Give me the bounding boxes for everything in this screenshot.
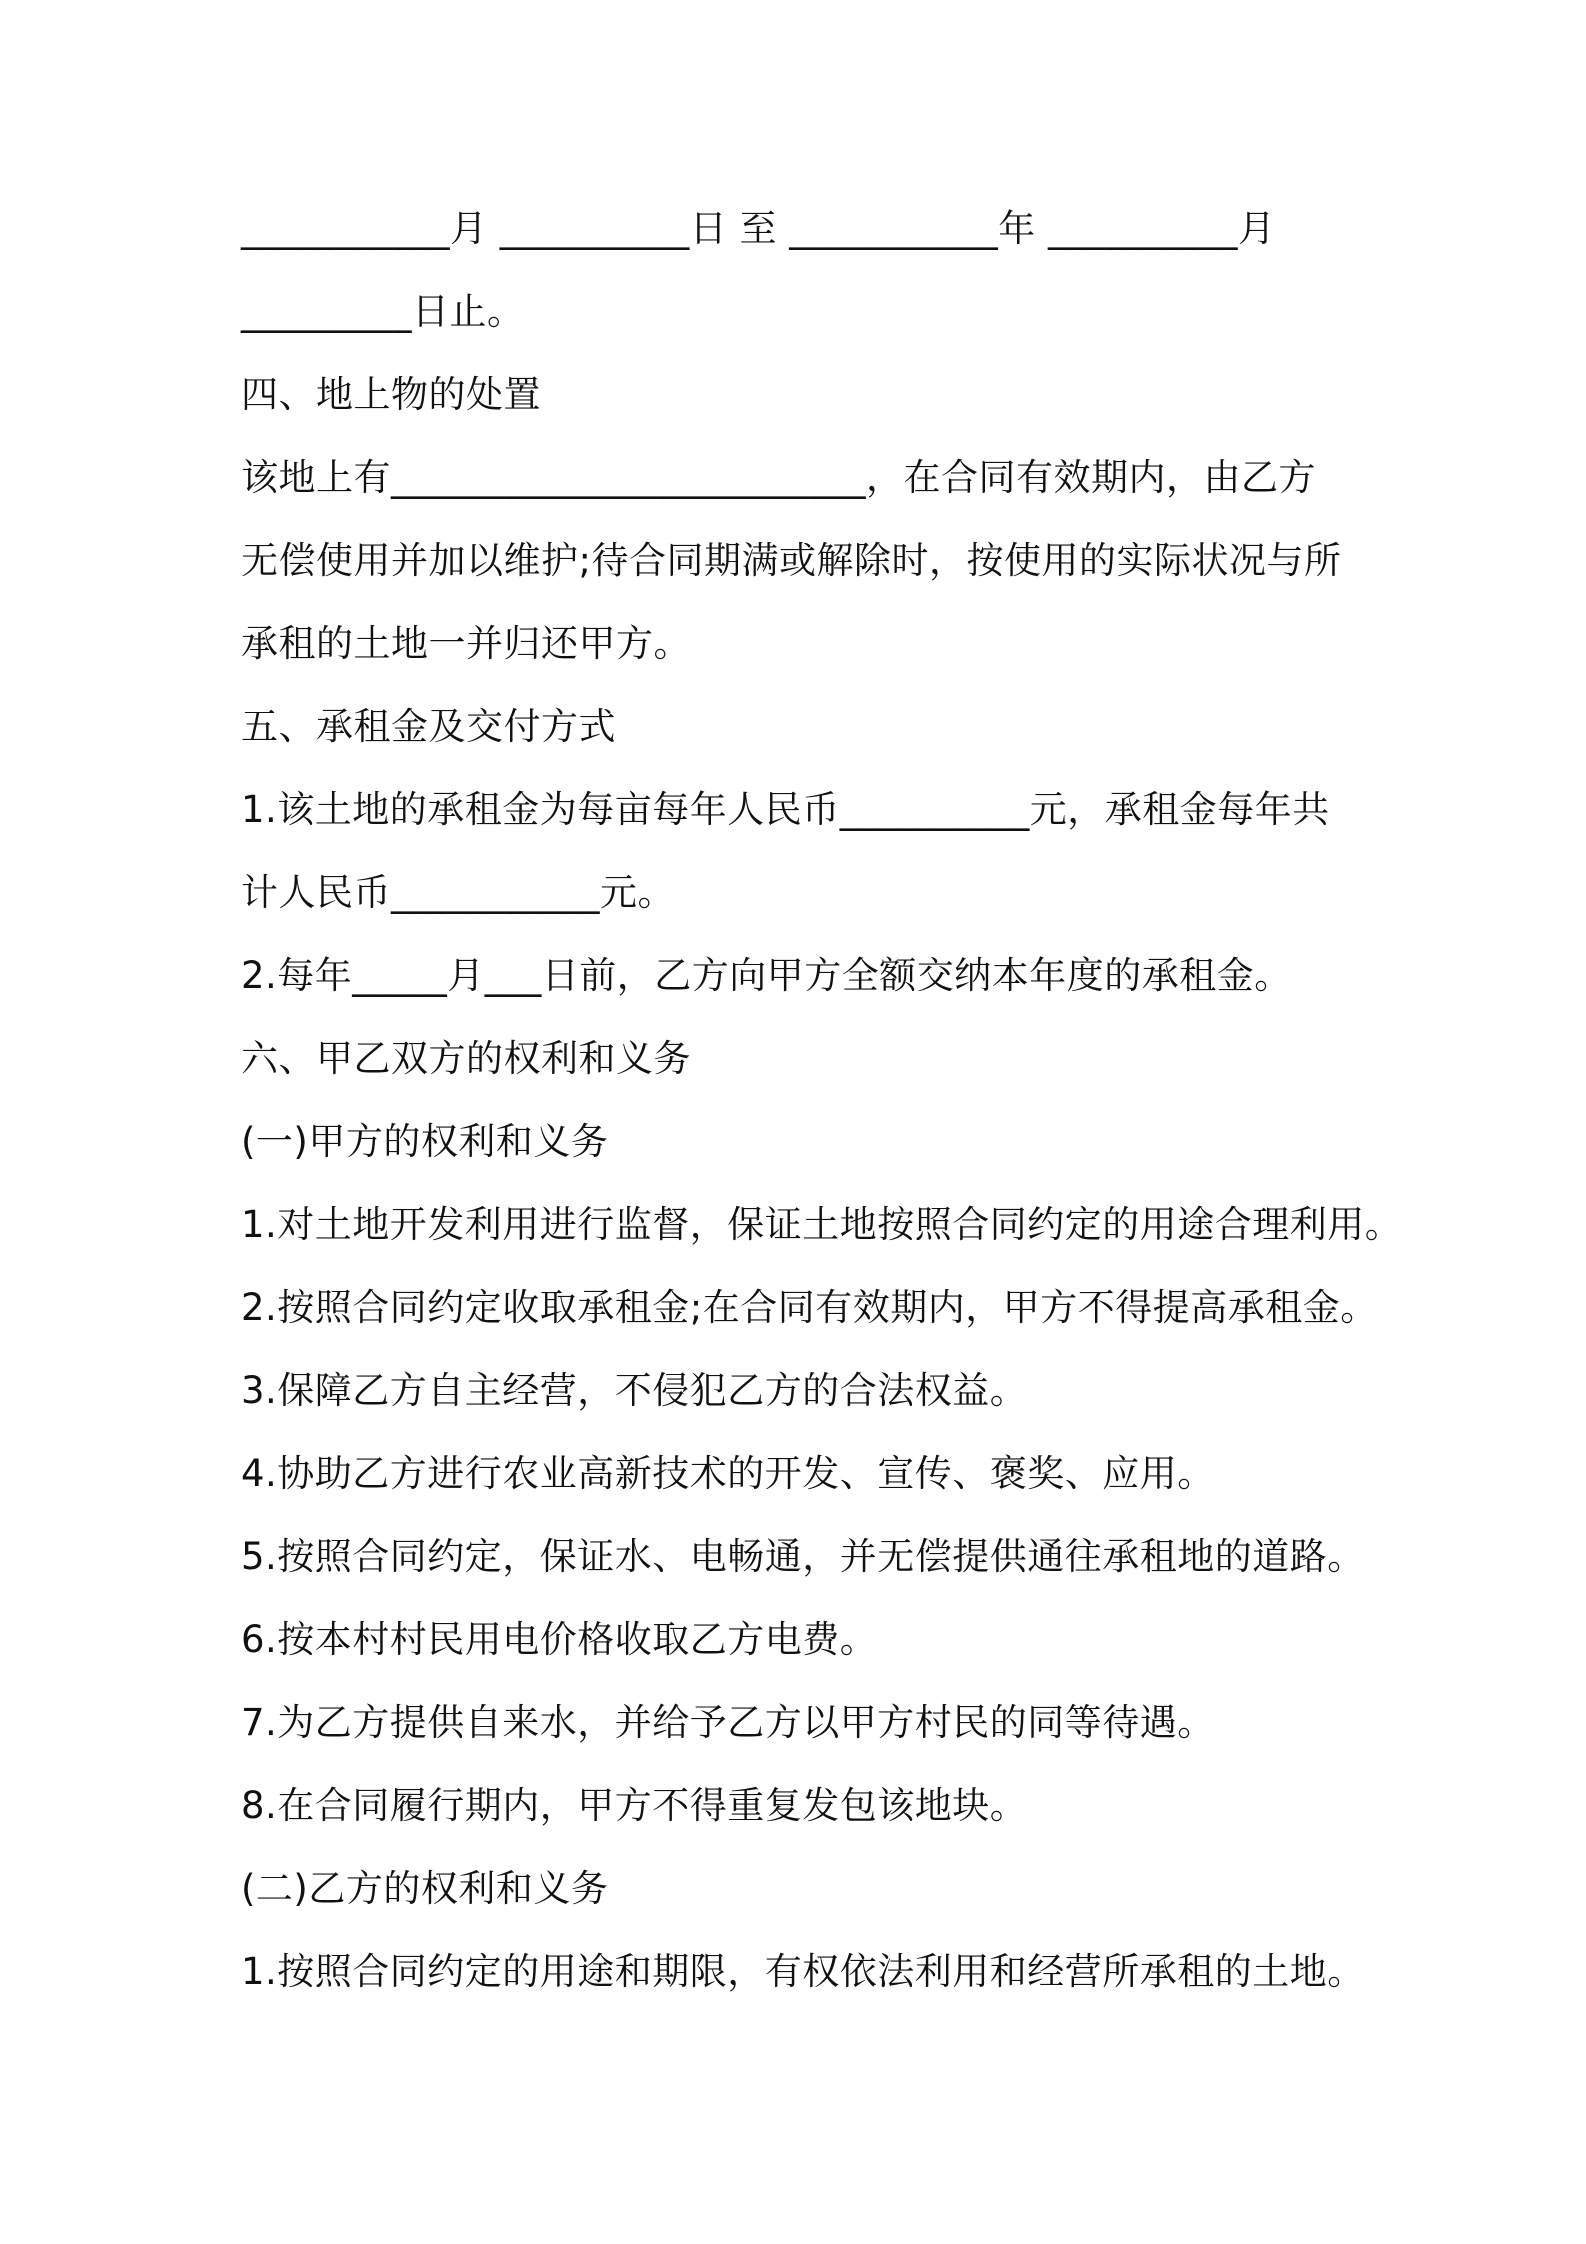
paragraph-line: 该地上有_________________________，在合同有效期内，由乙方: [241, 456, 1316, 499]
paragraph-line: 无偿使用并加以维护;待合同期满或解除时，按使用的实际状况与所: [241, 539, 1342, 582]
clause-item: 3.保障乙方自主经营，不侵犯乙方的合法权益。: [241, 1369, 1028, 1412]
clause-item: 7.为乙方提供自来水，并给予乙方以甲方村民的同等待遇。: [241, 1701, 1215, 1744]
section-heading-6: 六、甲乙双方的权利和义务: [241, 1037, 691, 1080]
clause-item: 计人民币___________元。: [241, 871, 675, 914]
clause-item: 8.在合同履行期内，甲方不得重复发包该地块。: [241, 1784, 1028, 1827]
clause-item: 5.按照合同约定，保证水、电畅通，并无偿提供通往承租地的道路。: [241, 1535, 1365, 1578]
clause-item: 1.按照合同约定的用途和期限，有权依法利用和经营所承租的土地。: [241, 1950, 1365, 1993]
date-range-line-2: _________日止。: [241, 290, 525, 333]
clause-item: 1.该土地的承租金为每亩每年人民币__________元，承租金每年共: [241, 788, 1330, 831]
clause-item: 1.对土地开发利用进行监督，保证土地按照合同约定的用途合理利用。: [241, 1203, 1403, 1246]
paragraph-line: 承租的土地一并归还甲方。: [241, 622, 691, 665]
section-heading-4: 四、地上物的处置: [241, 373, 541, 416]
clause-item: 6.按本村村民用电价格收取乙方电费。: [241, 1618, 878, 1661]
clause-item: 2.每年_____月___日前，乙方向甲方全额交纳本年度的承租金。: [241, 954, 1292, 997]
clause-item: 4.协助乙方进行农业高新技术的开发、宣传、褒奖、应用。: [241, 1452, 1215, 1495]
clause-item: 2.按照合同约定收取承租金;在合同有效期内，甲方不得提高承租金。: [241, 1286, 1378, 1329]
section-heading-5: 五、承租金及交付方式: [241, 705, 616, 748]
date-range-line-1: ___________月 __________日 至 ___________年 __________月: [241, 207, 1276, 250]
subsection-heading: (一)甲方的权利和义务: [241, 1120, 609, 1163]
subsection-heading: (二)乙方的权利和义务: [241, 1867, 609, 1910]
